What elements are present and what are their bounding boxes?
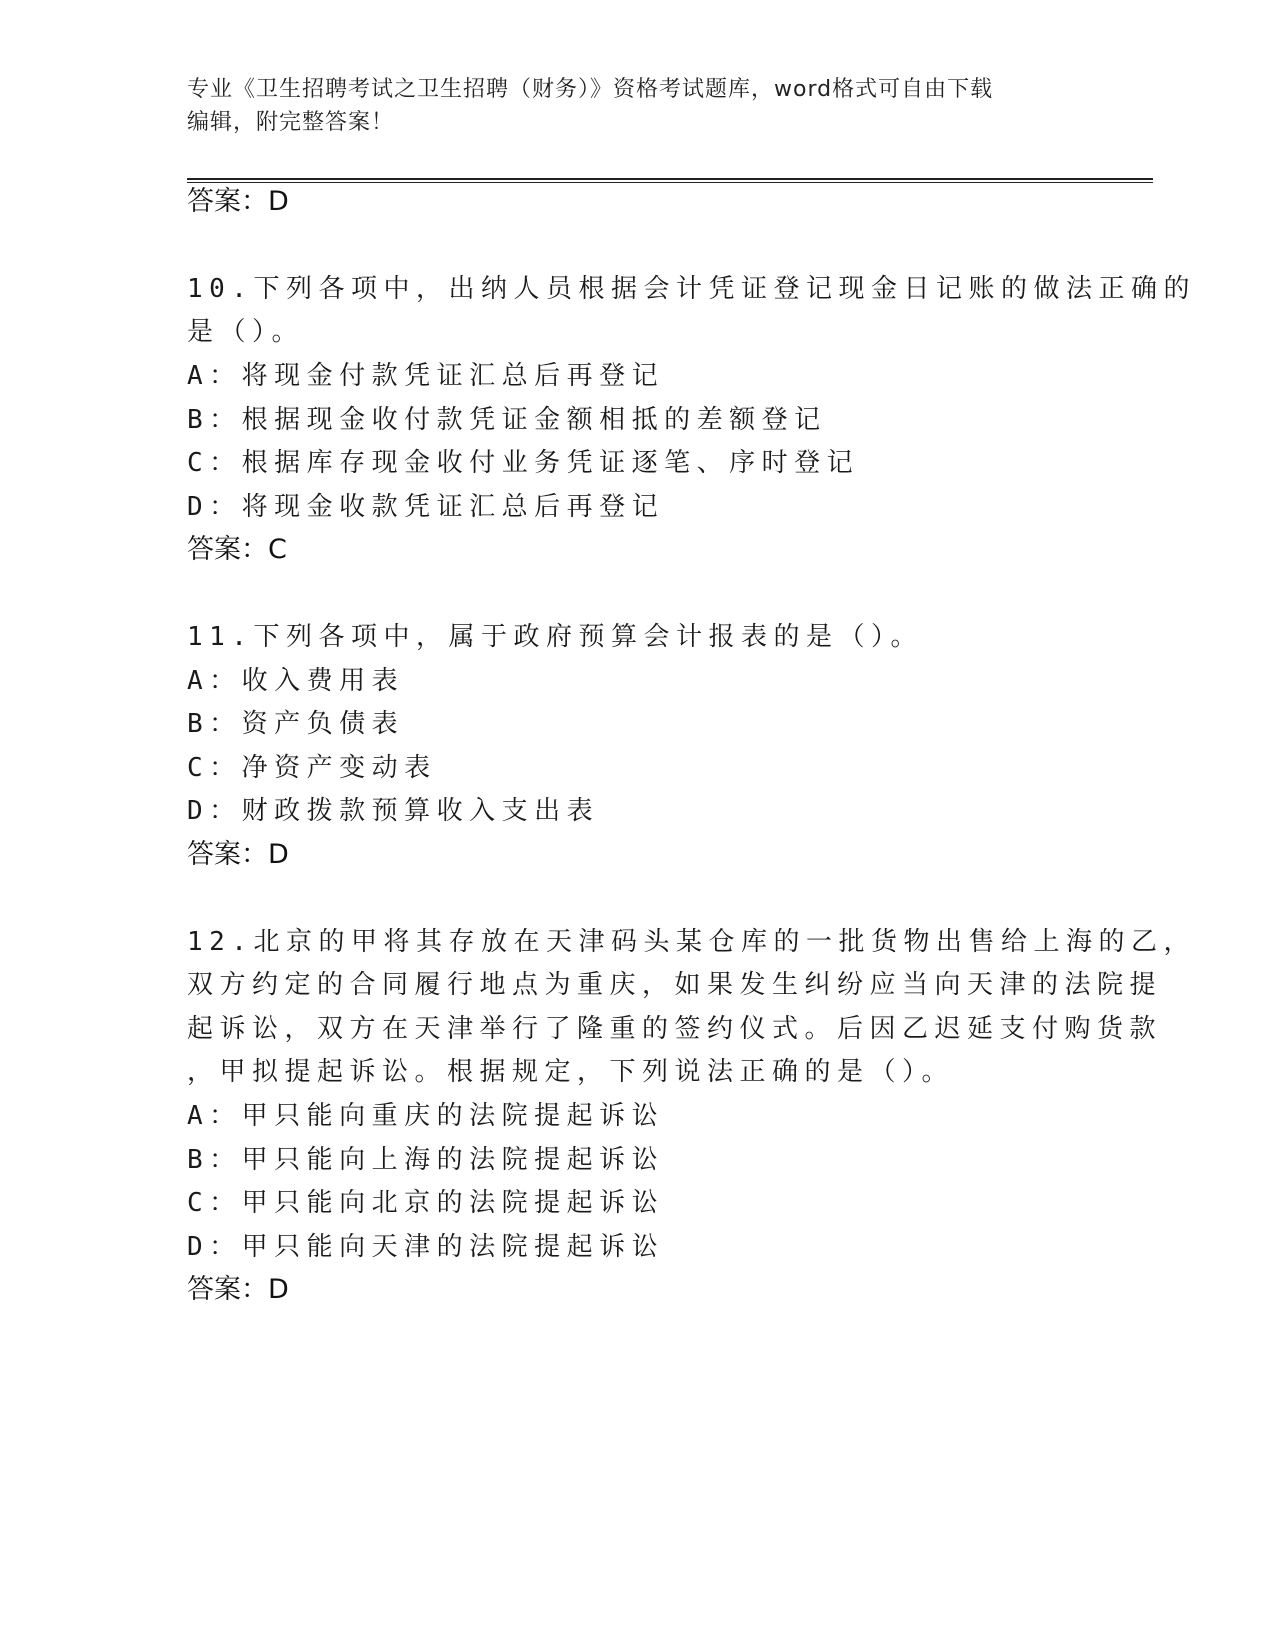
question-12-stem-line-2: 双方约定的合同履行地点为重庆，如果发生纠纷应当向天津的法院提 xyxy=(187,970,1163,1000)
question-10-option-b: B：根据现金收付款凭证金额相抵的差额登记 xyxy=(187,405,827,435)
header-divider xyxy=(187,178,1153,183)
question-11-option-b: B：资产负债表 xyxy=(187,709,405,739)
question-11-stem-line-1: 11.下列各项中，属于政府预算会计报表的是（）。 xyxy=(187,622,923,652)
question-12-option-a: A：甲只能向重庆的法院提起诉讼 xyxy=(187,1101,665,1131)
question-10-option-d: D：将现金收款凭证汇总后再登记 xyxy=(187,492,665,522)
question-10-stem-line-1: 10.下列各项中，出纳人员根据会计凭证登记现金日记账的做法正确的 xyxy=(187,274,1196,304)
document-header xyxy=(187,73,1087,139)
previous-answer: 答案：D xyxy=(187,186,289,217)
header-line-1: 专业《卫生招聘考试之卫生招聘（财务）》资格考试题库，word格式可自由下载 xyxy=(187,77,994,102)
header-line-2: 编辑，附完整答案！ xyxy=(187,110,395,135)
question-12-answer: 答案：D xyxy=(187,1274,289,1305)
question-11-option-c: C：净资产变动表 xyxy=(187,753,437,783)
question-11-option-a: A：收入费用表 xyxy=(187,666,405,696)
question-12-stem-line-4: ，甲拟提起诉讼。根据规定，下列说法正确的是（）。 xyxy=(187,1057,955,1087)
question-11-option-d: D：财政拨款预算收入支出表 xyxy=(187,796,600,826)
question-12-stem-line-1: 12.北京的甲将其存放在天津码头某仓库的一批货物出售给上海的乙， xyxy=(187,927,1196,957)
question-12-stem-line-3: 起诉讼，双方在天津举行了隆重的签约仪式。后因乙迟延支付购货款 xyxy=(187,1014,1163,1044)
question-11-answer: 答案：D xyxy=(187,839,289,870)
question-10-option-a: A：将现金付款凭证汇总后再登记 xyxy=(187,361,665,391)
question-12-option-b: B：甲只能向上海的法院提起诉讼 xyxy=(187,1145,665,1175)
question-10-answer: 答案：C xyxy=(187,534,287,565)
question-10-option-c: C：根据库存现金收付业务凭证逐笔、序时登记 xyxy=(187,448,860,478)
question-10-stem-line-2: 是（）。 xyxy=(187,317,305,347)
question-12-option-c: C：甲只能向北京的法院提起诉讼 xyxy=(187,1188,665,1218)
question-12-option-d: D：甲只能向天津的法院提起诉讼 xyxy=(187,1232,665,1262)
